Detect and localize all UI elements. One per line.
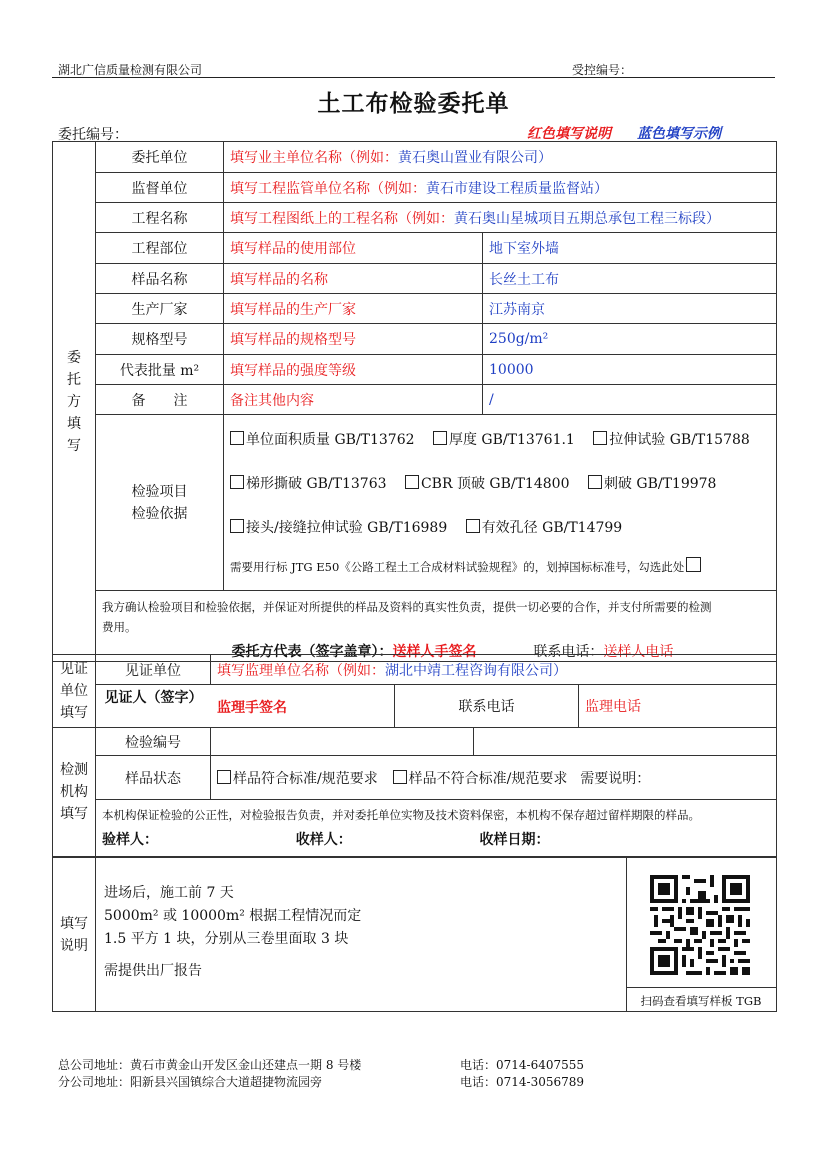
jtg-note: 需要用行标 JTG E50《公路工程土工合成材料试验规程》的，划掉国标标准号，勾选此处 bbox=[230, 557, 770, 575]
row-label-supervision-unit: 监督单位 bbox=[96, 173, 224, 203]
row-label-manufacturer: 生产厂家 bbox=[96, 294, 224, 324]
spec-field[interactable]: 250g/m² bbox=[483, 324, 777, 355]
status-cell: 样品符合标准/规范要求 样品不符合标准/规范要求 需要说明： bbox=[211, 756, 777, 800]
checkbox-jtg[interactable] bbox=[686, 557, 701, 572]
rep-label: 委托方代表（签字盖章）： bbox=[231, 644, 393, 660]
client-section-table bbox=[52, 141, 777, 662]
checkbox-puncture[interactable] bbox=[588, 475, 602, 489]
test-item-seam[interactable]: 接头/接缝拉伸试验 GB/T16989 bbox=[230, 520, 447, 536]
manufacturer-field[interactable]: 江苏南京 bbox=[483, 294, 777, 324]
batch-field[interactable]: 10000 bbox=[483, 355, 777, 385]
page-title: 土工布检验委托单 bbox=[317, 90, 510, 117]
witness-side-label: 见证单位填写 bbox=[53, 655, 96, 728]
witness-signature-field[interactable]: 监理手签名 bbox=[217, 700, 287, 716]
test-item-trapezoid-tear[interactable]: 梯形撕破 GB/T13763 bbox=[230, 476, 387, 492]
test-item-cbr[interactable]: CBR 顶破 GB/T14800 bbox=[405, 476, 570, 492]
receive-date-label: 收样日期： bbox=[479, 832, 550, 848]
spec-hint: 填写样品的规格型号 bbox=[224, 324, 483, 355]
project-part-field[interactable]: 地下室外墙 bbox=[483, 233, 777, 264]
lab-statement-cell bbox=[96, 800, 777, 857]
witness-phone-label: 联系电话 bbox=[395, 685, 579, 728]
rep-signature-field[interactable]: 送样人手签名 bbox=[392, 644, 477, 660]
qr-code-icon[interactable] bbox=[650, 875, 750, 975]
entrust-no-label: 委托编号： bbox=[58, 127, 128, 143]
test-item-pore[interactable]: 有效孔径 GB/T14799 bbox=[466, 520, 623, 536]
qr-divider bbox=[626, 987, 776, 988]
test-no-label: 检验编号 bbox=[96, 728, 211, 756]
rep-phone-field[interactable]: 送样人电话 bbox=[603, 644, 674, 660]
hq-address: 总公司地址：黄石市黄金山开发区金山还建点一期 8 号楼 bbox=[58, 1058, 362, 1072]
company-name: 湖北广信质量检测有限公司 bbox=[58, 63, 203, 77]
receiver-label: 收样人： bbox=[295, 832, 352, 848]
row-label-test-items: 检验项目 检验依据 bbox=[96, 415, 224, 591]
test-item-mass[interactable]: 单位面积质量 GB/T13762 bbox=[230, 432, 415, 448]
project-part-hint: 填写样品的使用部位 bbox=[224, 233, 483, 264]
header-rule bbox=[52, 77, 775, 78]
row-label-project-part: 工程部位 bbox=[96, 233, 224, 264]
test-no-field[interactable] bbox=[211, 728, 474, 756]
remarks-hint: 备注其他内容 bbox=[224, 385, 483, 415]
row-label-remarks: 备 注 bbox=[96, 385, 224, 415]
batch-hint: 填写样品的强度等级 bbox=[224, 355, 483, 385]
legend-red: 红色填写说明 bbox=[527, 126, 611, 142]
hq-phone: 电话：0714-6407555 bbox=[460, 1058, 585, 1072]
manufacturer-hint: 填写样品的生产厂家 bbox=[224, 294, 483, 324]
row-label-batch: 代表批量 m² bbox=[96, 355, 224, 385]
checkbox-tensile[interactable] bbox=[593, 431, 607, 445]
control-no-label: 受控编号： bbox=[572, 63, 633, 77]
witness-section-table bbox=[52, 654, 777, 728]
client-side-label: 委托方填写 bbox=[53, 142, 96, 662]
test-item-tensile[interactable]: 拉伸试验 GB/T15788 bbox=[593, 432, 750, 448]
branch-phone: 电话：0714-3056789 bbox=[460, 1075, 585, 1089]
lab-section-table bbox=[52, 727, 777, 857]
checkbox-seam[interactable] bbox=[230, 519, 244, 533]
checkbox-mass[interactable] bbox=[230, 431, 244, 445]
test-no-extra-field[interactable] bbox=[474, 728, 777, 756]
row-label-sample-name: 样品名称 bbox=[96, 264, 224, 294]
witness-unit-field[interactable]: 填写监理单位名称（例如：湖北中靖工程咨询有限公司） bbox=[211, 655, 777, 685]
inspector-label: 验样人： bbox=[102, 832, 158, 848]
project-name-field[interactable]: 填写工程图纸上的工程名称（例如：黄石奥山星城项目五期总承包工程三标段） bbox=[224, 203, 777, 233]
sample-name-hint: 填写样品的名称 bbox=[224, 264, 483, 294]
row-label-client-unit: 委托单位 bbox=[96, 142, 224, 173]
legend-blue: 蓝色填写示例 bbox=[637, 126, 721, 142]
checkbox-trapezoid-tear[interactable] bbox=[230, 475, 244, 489]
checkbox-pore[interactable] bbox=[466, 519, 480, 533]
lab-side-label: 检测机构填写 bbox=[53, 728, 96, 857]
branch-address: 分公司地址：阳新县兴国镇综合大道超捷物流园旁 bbox=[58, 1075, 323, 1089]
notes-side-label: 填写说明 bbox=[53, 858, 96, 1012]
confirm-cell: 我方确认检验项目和检验依据，并保证对所提供的样品及资料的真实性负责，提供一切必要的合作，并支付所需要的检测 费用。 委托方代表（签字盖章）：送样人手签名 联系电话：送样人电话 bbox=[96, 591, 777, 662]
checkbox-cbr[interactable] bbox=[405, 475, 419, 489]
witness-phone-field[interactable]: 监理电话 bbox=[579, 685, 777, 728]
qr-caption: 扫码查看填写样板 TGB bbox=[640, 994, 762, 1008]
test-item-puncture[interactable]: 刺破 GB/T19978 bbox=[588, 476, 717, 492]
remarks-field[interactable]: / bbox=[483, 385, 777, 415]
checkbox-thickness[interactable] bbox=[433, 431, 447, 445]
row-label-spec: 规格型号 bbox=[96, 324, 224, 355]
row-label-project-name: 工程名称 bbox=[96, 203, 224, 233]
checkbox-status-ok[interactable] bbox=[217, 770, 231, 784]
rep-phone-label: 联系电话： bbox=[533, 644, 604, 660]
test-items-cell bbox=[224, 415, 777, 591]
witness-person-label: 见证人（签字） bbox=[104, 690, 203, 706]
witness-person-cell bbox=[96, 685, 395, 728]
note-line-3: 1.5 平方 1 块，分别从三卷里面取 3 块 bbox=[104, 931, 349, 947]
sample-name-field[interactable]: 长丝土工布 bbox=[483, 264, 777, 294]
note-line-2: 5000m² 或 10000m² 根据工程情况而定 bbox=[104, 908, 362, 924]
client-unit-field[interactable]: 填写业主单位名称（例如：黄石奥山置业有限公司） bbox=[224, 142, 777, 173]
test-item-thickness[interactable]: 厚度 GB/T13761.1 bbox=[433, 432, 575, 448]
witness-unit-label: 见证单位 bbox=[96, 655, 211, 685]
status-label: 样品状态 bbox=[96, 756, 211, 800]
checkbox-status-bad[interactable] bbox=[393, 770, 407, 784]
supervision-unit-field[interactable]: 填写工程监管单位名称（例如：黄石市建设工程质量监督站） bbox=[224, 173, 777, 203]
note-line-1: 进场后，施工前 7 天 bbox=[104, 885, 234, 901]
confirm-text: 我方确认检验项目和检验依据，并保证对所提供的样品及资料的真实性负责，提供一切必要的合作，并支付所需要的检测 bbox=[102, 600, 712, 614]
note-line-4: 需提供出厂报告 bbox=[104, 963, 202, 979]
lab-statement: 本机构保证检验的公正性，对检验报告负责，并对委托单位实物及技术资料保密，本机构不保存超过留样期限的样品。 bbox=[102, 808, 700, 822]
status-note-label: 需要说明： bbox=[580, 770, 651, 787]
